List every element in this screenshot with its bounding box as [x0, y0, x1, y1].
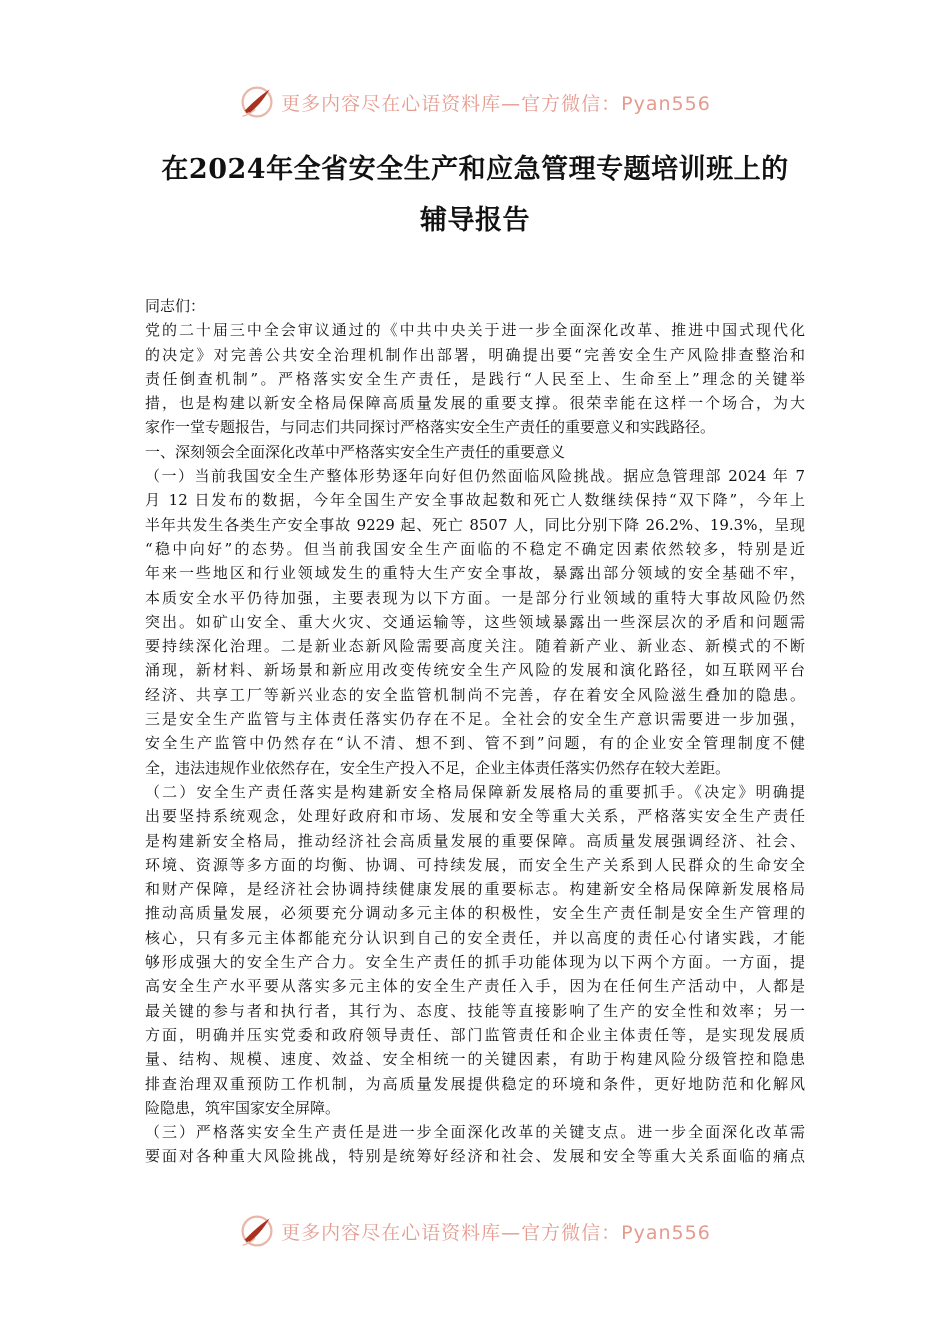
text-line: 方面，明确并压实党委和政府领导责任、部门监管责任和企业主体责任等，是实现发展质: [145, 1025, 805, 1044]
text-line: 半年共发生各类生产安全事故 9229 起、死亡 8507 人，同比分别下降 26.2%、19.3%，呈现: [145, 515, 805, 534]
text-line: “稳中向好”的态势。但当前我国安全生产面临的不稳定不确定因素依然较多，特别是近: [145, 539, 805, 558]
document-title-line-2: 辅导报告: [420, 205, 530, 236]
text-line: 是构建新安全格局，推动经济社会高质量发展的重要保障。高质量发展强调经济、社会、: [145, 831, 805, 850]
text-line: 要持续深化治理。二是新业态新风险需要高度关注。随着新产业、新业态、新模式的不断: [145, 637, 805, 656]
section-heading: 一、深刻领会全面深化改革中严格落实安全生产责任的重要意义: [145, 442, 566, 461]
text-line: 和财产保障，是经济社会协调持续健康发展的重要标志。构建新安全格局保障新发展格局: [145, 880, 805, 899]
header-banner: [0, 80, 950, 124]
text-line: 出要坚持系统观念，处理好政府和市场、发展和安全等重大关系，严格落实安全生产责任: [145, 807, 805, 826]
text-line: 排查治理双重预防工作机制，为高质量发展提供稳定的环境和条件，更好地防范和化解风: [145, 1074, 805, 1093]
text-line: （一）当前我国安全生产整体形势逐年向好但仍然面临风险挑战。据应急管理部 2024 年 7: [145, 467, 805, 486]
text-line: （三）严格落实安全生产责任是进一步全面深化改革的关键支点。进一步全面深化改革需: [145, 1123, 805, 1142]
text-line: 经济、共享工厂等新兴业态的安全监管机制尚不完善，存在着安全风险滋生叠加的隐患。: [145, 685, 805, 704]
document-title-line-1: 在2024年全省安全生产和应急管理专题培训班上的: [161, 154, 789, 185]
text-line: 全，违法违规作业依然存在，安全生产投入不足，企业主体责任落实仍然存在较大差距。: [145, 758, 731, 777]
header-banner-text: 更多内容尽在心语资料库—官方微信：Pyan556: [281, 92, 711, 115]
text-line: 推动高质量发展，必须要充分调动多元主体的积极性，安全生产责任制是安全生产管理的: [145, 904, 805, 923]
text-line: 量、结构、规模、速度、效益、安全相统一的关键因素，有助于构建风险分级管控和隐患: [145, 1050, 805, 1069]
text-line: 月 12 日发布的数据，今年全国生产安全事故起数和死亡人数继续保持“双下降”，今年上: [145, 491, 805, 510]
text-line: 最关键的参与者和执行者，其行为、态度、技能等直接影响了生产的安全性和效率；另一: [145, 1001, 805, 1020]
footer-banner-text: 更多内容尽在心语资料库—官方微信：Pyan556: [281, 1221, 711, 1244]
text-line: 三是安全生产监管与主体责任落实仍存在不足。全社会的安全生产意识需要进一步加强，: [145, 710, 805, 729]
text-line: 本质安全水平仍待加强，主要表现为以下方面。一是部分行业领域的重特大事故风险仍然: [145, 588, 805, 607]
text-line: 责任倒查机制”。严格落实安全生产责任，是践行“人民至上、生命至上”理念的关键举: [145, 369, 805, 388]
text-line: 的决定》对完善公共安全治理机制作出部署，明确提出要“完善安全生产风险排查整治和: [145, 345, 805, 364]
text-line: 措，也是构建以新安全格局保障高质量发展的重要支撑。很荣幸能在这样一个场合，为大: [145, 394, 805, 413]
salutation: 同志们：: [145, 297, 206, 315]
text-line: 核心，只有多元主体都能充分认识到自己的安全责任，并以高度的责任心付诸实践，才能: [145, 928, 805, 947]
text-line: 突出。如矿山安全、重大火灾、交通运输等，这些领域暴露出一些深层次的矛盾和问题需: [145, 612, 805, 631]
footer-banner: [0, 1209, 950, 1253]
text-line: 险隐患，筑牢国家安全屏障。: [145, 1098, 341, 1117]
text-line: 安全生产监管中仍然存在“认不清、想不到、管不到”问题，有的企业安全管理制度不健: [145, 734, 805, 753]
text-line: 家作一堂专题报告，与同志们共同探讨严格落实安全生产责任的重要意义和实践路径。: [145, 418, 716, 437]
quill-pen-logo-icon: [239, 1213, 275, 1249]
text-line: 涌现，新材料、新场景和新应用改变传统安全生产风险的发展和演化路径，如互联网平台: [145, 661, 805, 680]
text-line: 年来一些地区和行业领域发生的重特大生产安全事故，暴露出部分领域的安全基础不牢，: [145, 564, 805, 583]
text-line: （二）安全生产责任落实是构建新安全格局保障新发展格局的重要抓手。《决定》明确提: [145, 782, 805, 801]
quill-pen-logo-icon: [239, 84, 275, 120]
text-line: 环境、资源等多方面的均衡、协调、可持续发展，而安全生产关系到人民群众的生命安全: [145, 855, 805, 874]
text-line: 够形成强大的安全生产合力。安全生产责任的抓手功能体现为以下两个方面。一方面，提: [145, 953, 805, 972]
document-body: [145, 294, 805, 1169]
text-line: 高安全生产水平要从落实多元主体的安全生产责任入手，因为在任何生产活动中，人都是: [145, 977, 805, 996]
text-line: 要面对各种重大风险挑战，特别是统筹好经济和社会、发展和安全等重大关系面临的痛点: [145, 1147, 805, 1166]
text-line: 党的二十届三中全会审议通过的《中共中央关于进一步全面深化改革、推进中国式现代化: [145, 321, 805, 340]
